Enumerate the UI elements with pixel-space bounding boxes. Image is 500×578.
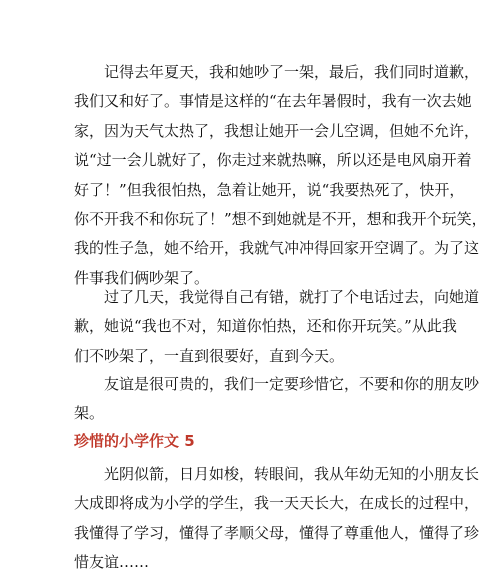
text-line: 好了！”但我很怕热，急着让她开，说“我要热死了，快开，	[74, 180, 465, 199]
text-line: 光阴似箭，日月如梭，转眼间，我从年幼无知的小朋友长	[74, 465, 480, 483]
section-heading: 珍惜的小学作文 5	[74, 432, 195, 450]
text-line: 我们又和好了。事情是这样的“在去年暑假时，我有一次去她	[74, 92, 472, 111]
text-line: 歉，她说“我也不对，知道你怕热，还和你开玩笑。”从此我	[74, 317, 457, 336]
text-line: 你不开我不和你玩了！”想不到她就是不开，想和我开个玩笑，	[74, 209, 487, 228]
text-line: 惜友谊……	[74, 553, 150, 572]
text-line: 家，因为天气太热了，我想让她开一会儿空调，但她不允许，	[74, 121, 480, 140]
paragraph-3	[74, 370, 480, 429]
text-line: 记得去年夏天，我和她吵了一架，最后，我们同时道歉，	[74, 63, 480, 81]
text-line: 件事我们俩吵架了。	[74, 268, 210, 287]
text-line: 友谊是很可贵的，我们一定要珍惜它，不要和你的朋友吵	[74, 375, 480, 393]
paragraph-4	[74, 460, 480, 578]
text-line: 架。	[74, 404, 105, 423]
text-line: 我懂得了学习，懂得了孝顺父母，懂得了尊重他人，懂得了珍	[74, 523, 480, 542]
paragraph-2	[74, 283, 480, 371]
text-line: 过了几天，我觉得自己有错，就打了个电话过去，向她道	[74, 288, 480, 306]
text-line: 大成即将成为小学的学生，我一天天长大，在成长的过程中，	[74, 494, 480, 513]
text-line: 说“过一会儿就好了，你走过来就热嘛，所以还是电风扇开着	[74, 151, 472, 170]
paragraph-1	[74, 58, 487, 293]
text-line: 我的性子急，她不给开，我就气冲冲得回家开空调了。为了这	[74, 239, 480, 258]
text-line: 们不吵架了，一直到很要好，直到今天。	[74, 346, 345, 365]
